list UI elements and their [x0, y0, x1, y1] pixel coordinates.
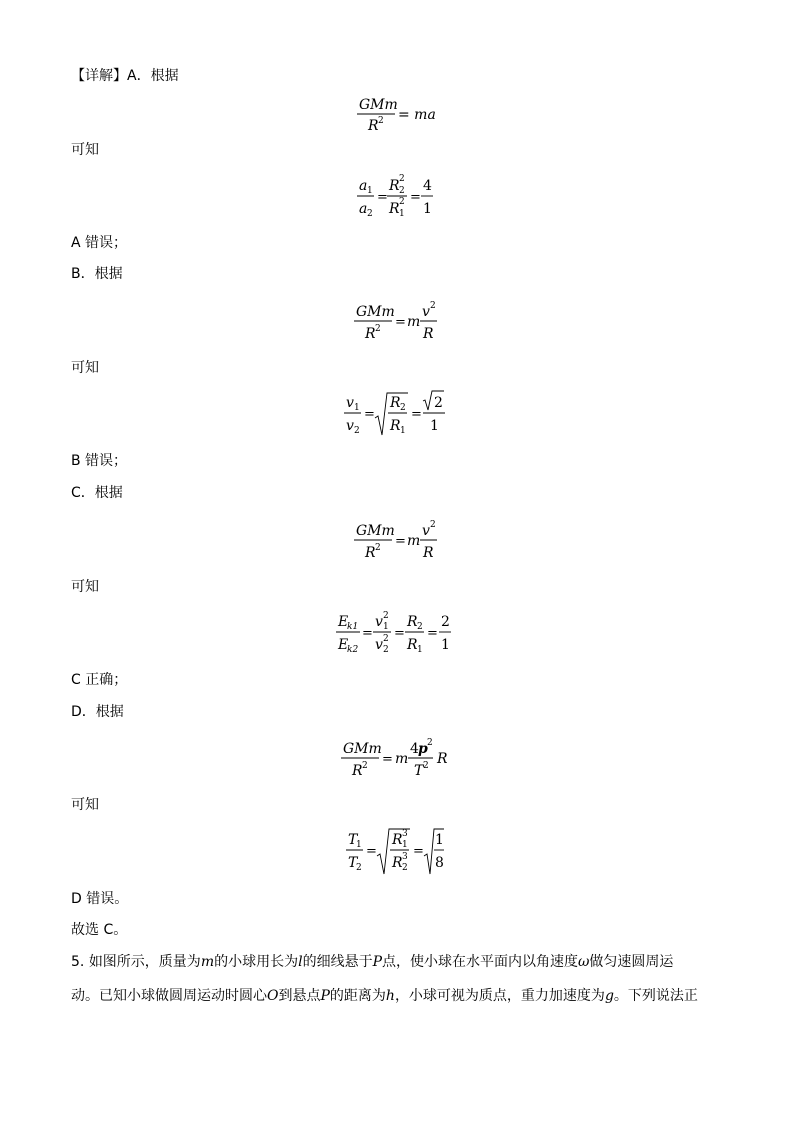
eq6-e1-sub: k1	[347, 622, 359, 632]
eq5-denominator-exponent: 2	[375, 543, 381, 553]
q5-var-omega: ω	[578, 954, 590, 970]
option-d-intro: D．根据	[71, 704, 124, 720]
eq6-eq-2: =	[394, 626, 405, 641]
eq6-result-den: 1	[441, 637, 450, 653]
eq2-r1: R	[389, 201, 400, 217]
eq2-r1-sup: 2	[399, 197, 405, 207]
eq8-r1-sup: 3	[402, 829, 408, 839]
eq2-eq-1: =	[377, 190, 388, 205]
eq7-t-exponent: 2	[423, 761, 429, 771]
q5-var-m: m	[200, 954, 215, 970]
q5-var-g: g	[604, 988, 614, 1004]
q5-text-1e: 做匀速圆周运	[589, 954, 674, 970]
eq6-v2-sub: 2	[383, 645, 389, 655]
eq3-r: R	[423, 326, 434, 342]
known-line-3: 可知	[71, 579, 99, 595]
eq7-denominator-exponent: 2	[362, 761, 368, 771]
eq7-r: R	[437, 751, 448, 767]
q5-var-P: P	[372, 954, 382, 970]
eq1-numerator: GMm	[359, 97, 398, 113]
q5-var-O: O	[267, 988, 279, 1004]
eq3-numerator: GMm	[356, 304, 395, 320]
eq8-result-den: 8	[435, 855, 444, 871]
eq4-v1: v	[346, 395, 354, 411]
equation-7	[0, 736, 794, 782]
eq6-r1-sub: 1	[417, 645, 423, 655]
equation-1	[0, 94, 794, 136]
eq8-r1-sub: 1	[402, 840, 408, 850]
option-c-intro: C．根据	[71, 485, 123, 501]
eq8-t2-sub: 2	[356, 863, 362, 873]
question-5-line-1	[71, 953, 673, 971]
eq2-eq-2: =	[410, 190, 421, 205]
eq4-r2: R	[390, 395, 401, 411]
eq8-r2: R	[392, 855, 403, 871]
q5-text-2d: ，小球可视为质点，重力加速度为	[394, 988, 605, 1004]
eq6-v1: v	[375, 614, 383, 630]
eq7-m: m	[395, 751, 409, 767]
equation-5	[0, 519, 794, 563]
eq4-eq-1: =	[364, 407, 375, 422]
q5-text-1c: 的细线悬于	[302, 954, 373, 970]
eq3-equals: =	[395, 315, 406, 330]
eq6-r1: R	[407, 637, 418, 653]
eq8-r2-sub: 2	[402, 863, 408, 873]
eq3-v-exponent: 2	[430, 301, 436, 311]
eq2-a2-sub: 2	[367, 209, 373, 219]
conclusion-line: 故选 C。	[71, 922, 128, 938]
option-a-verdict: A 错误；	[71, 235, 128, 251]
known-line-4: 可知	[71, 797, 99, 813]
equation-8	[0, 826, 794, 878]
eq2-a1: a	[359, 178, 368, 194]
eq4-result-den: 1	[430, 418, 439, 434]
q5-text-2b: 到悬点	[278, 988, 321, 1004]
eq4-r2-sub: 2	[400, 403, 406, 413]
eq8-r1: R	[392, 832, 403, 848]
eq4-result-num: 2	[434, 395, 443, 411]
eq2-r2-sup: 2	[399, 174, 405, 184]
eq5-denominator: R	[365, 545, 376, 561]
eq1-denominator-exponent: 2	[378, 116, 384, 126]
known-line-1: 可知	[71, 142, 99, 158]
eq6-r2-sub: 2	[417, 622, 423, 632]
eq1-rhs: = ma	[398, 107, 436, 123]
eq6-eq-3: =	[427, 626, 438, 641]
q5-var-P2: P	[320, 988, 330, 1004]
eq4-eq-2: =	[411, 407, 422, 422]
known-line-2: 可知	[71, 360, 99, 376]
equation-4	[0, 390, 794, 440]
option-b-intro: B．根据	[71, 266, 123, 282]
q5-text-2a: 动。已知小球做圆周运动时圆心	[71, 988, 267, 1004]
eq2-result-num: 4	[423, 178, 432, 194]
q5-text-1b: 的小球用长为	[214, 954, 299, 970]
eq7-p-exponent: 2	[427, 738, 433, 748]
eq6-v2: v	[375, 637, 383, 653]
eq6-e2-sub: k2	[347, 645, 359, 655]
eq7-p: p	[418, 741, 428, 757]
q5-text-1a: 如图所示，质量为	[88, 954, 201, 970]
q5-var-l: l	[298, 954, 303, 970]
eq4-r1: R	[390, 418, 401, 434]
eq6-eq-1: =	[362, 626, 373, 641]
eq8-result-num: 1	[435, 832, 444, 848]
q5-var-h: h	[385, 988, 395, 1004]
eq6-v1-sup: 2	[383, 611, 389, 621]
equation-3	[0, 300, 794, 344]
question-number: 5.	[71, 954, 85, 970]
eq6-v1-sub: 1	[383, 622, 389, 632]
eq8-eq-1: =	[366, 844, 377, 859]
eq7-numerator: GMm	[343, 741, 382, 757]
intro-line: 【详解】A．根据	[71, 68, 179, 84]
eq6-v2-sup: 2	[383, 634, 389, 644]
option-d-verdict: D 错误。	[71, 891, 129, 907]
eq5-v-exponent: 2	[430, 520, 436, 530]
eq5-r: R	[423, 545, 434, 561]
eq2-result-den: 1	[423, 201, 432, 217]
eq8-eq-2: =	[413, 844, 424, 859]
eq6-result-num: 2	[441, 614, 450, 630]
eq6-e1: E	[338, 614, 349, 630]
eq1-denominator: R	[368, 118, 379, 134]
eq3-denominator-exponent: 2	[375, 324, 381, 334]
eq2-a2: a	[359, 201, 368, 217]
equation-2	[0, 173, 794, 223]
eq4-r1-sub: 1	[400, 426, 406, 436]
eq7-denominator: R	[352, 763, 363, 779]
eq5-m: m	[407, 533, 421, 549]
eq3-v: v	[422, 304, 430, 320]
eq5-equals: =	[395, 534, 406, 549]
eq4-v2: v	[346, 418, 354, 434]
eq7-four: 4	[410, 741, 419, 757]
eq6-e2: E	[338, 637, 349, 653]
eq8-t2: T	[348, 855, 358, 871]
q5-text-2c: 的距离为	[329, 988, 386, 1004]
eq7-t: T	[414, 763, 424, 779]
eq8-t1: T	[348, 832, 358, 848]
eq4-v1-sub: 1	[354, 403, 360, 413]
q5-text-1d: 点，使小球在水平面内以角速度	[382, 954, 578, 970]
q5-text-2e: 。下列说法正	[613, 988, 698, 1004]
eq7-equals: =	[382, 752, 393, 767]
eq8-r2-sup: 3	[402, 852, 408, 862]
eq6-r2: R	[407, 614, 418, 630]
eq3-m: m	[407, 314, 421, 330]
eq2-r2-sub: 2	[399, 186, 405, 196]
eq2-a1-sub: 1	[367, 186, 373, 196]
eq2-r2: R	[389, 178, 400, 194]
eq5-numerator: GMm	[356, 523, 395, 539]
eq4-v2-sub: 2	[354, 426, 360, 436]
option-c-verdict: C 正确；	[71, 672, 128, 688]
eq2-r1-sub: 1	[399, 209, 405, 219]
option-b-verdict: B 错误；	[71, 453, 128, 469]
eq5-v: v	[422, 523, 430, 539]
equation-6	[0, 609, 794, 659]
eq3-denominator: R	[365, 326, 376, 342]
question-5-line-2	[71, 987, 698, 1005]
eq8-t1-sub: 1	[356, 840, 362, 850]
